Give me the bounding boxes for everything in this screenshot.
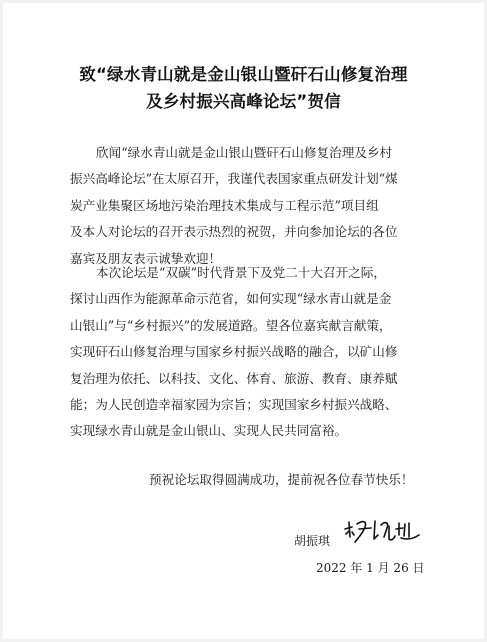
handwritten-signature [343, 515, 423, 545]
paragraph-2 [70, 260, 414, 445]
paragraph-1-line: 振兴高峰论坛”在太原召开，我谨代表国家重点研发计划“煤 [70, 171, 398, 187]
paragraph-1 [70, 140, 414, 272]
paragraph-2-line: 实现矸石山修复治理与国家乡村振兴战略的融合，以矿山修 [70, 344, 398, 360]
letter-date: 2022 年 1 月 26 日 [316, 561, 425, 575]
paragraph-1-line: 及本人对论坛的召开表示热烈的祝贺，并向参加论坛的各位 [70, 224, 398, 240]
paragraph-2-line: 复治理为依托、以科技、文化、体育、旅游、教育、康养赋 [70, 370, 398, 386]
paragraph-1-line: 炭产业集聚区场地污染治理技术集成与工程示范”项目组 [70, 197, 379, 213]
closing-wish: 预祝论坛取得圆满成功，提前祝各位春节快乐！ [149, 472, 414, 487]
paragraph-2-line: 探讨山西作为能源革命示范省，如何实现“绿水青山就是金 [70, 291, 392, 307]
signer-name: 胡振琪 [294, 534, 331, 548]
paragraph-1-line: 欣闻“绿水青山就是金山银山暨矸石山修复治理及乡村 [96, 145, 393, 160]
paragraph-2-line: 山银山”与“乡村振兴”的发展道路。望各位嘉宾献言献策， [70, 317, 392, 333]
paragraph-1-line: 嘉宾及朋友表示诚挚欢迎！ [70, 250, 222, 266]
paragraph-2-line: 实现绿水青山就是金山银山、实现人民共同富裕。 [70, 423, 348, 439]
paragraph-2-line: 能；为人民创造幸福家园为宗旨；实现国家乡村振兴战略、 [70, 396, 398, 412]
letter-title-line-1: 致“绿水青山就是金山银山暨矸石山修复治理 [79, 65, 408, 84]
letter-title-line-2: 及乡村振兴高峰论坛”贺信 [146, 92, 341, 111]
letter-page [3, 3, 484, 639]
paragraph-2-line: 本次论坛是“双碳”时代背景下及党二十大召开之际， [96, 265, 386, 280]
